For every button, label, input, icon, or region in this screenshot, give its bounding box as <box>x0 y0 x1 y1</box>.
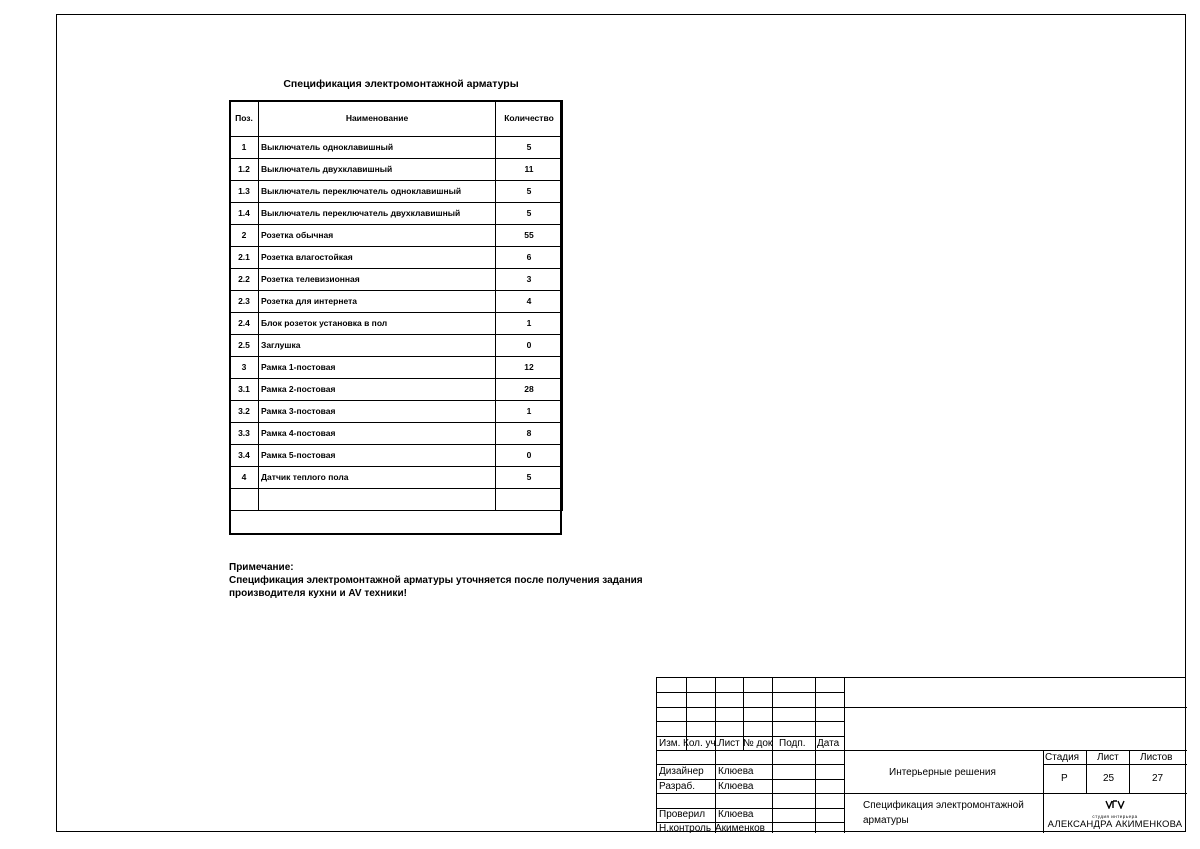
note-block <box>229 561 643 600</box>
spec-row <box>230 269 563 291</box>
logo-tagline: студия интерьера <box>1092 814 1138 819</box>
spec-cell-name: Рамка 1-постовая <box>259 357 496 379</box>
tb-name-3: Клюева <box>718 809 754 820</box>
spec-cell-pos: 3.1 <box>230 379 259 401</box>
spec-cell-name: Выключатель переключатель одноклавишный <box>259 181 496 203</box>
spec-row <box>230 489 563 511</box>
spec-cell-name: Блок розеток установка в пол <box>259 313 496 335</box>
tb-header-izm: Изм. <box>659 738 681 749</box>
spec-cell-pos: 2.5 <box>230 335 259 357</box>
spec-cell-name: Розетка обычная <box>259 225 496 247</box>
spec-cell-name: Выключатель переключатель двухклавишный <box>259 203 496 225</box>
spec-cell-pos: 3.4 <box>230 445 259 467</box>
spec-cell-pos: 2.1 <box>230 247 259 269</box>
tb-sheets-label: Листов <box>1140 752 1173 763</box>
spec-cell-name: Заглушка <box>259 335 496 357</box>
spec-cell-qty: 55 <box>496 225 563 247</box>
tb-name-1: Клюева <box>718 766 754 777</box>
logo-mark-icon <box>1105 800 1125 809</box>
spec-row <box>230 357 563 379</box>
spec-row <box>230 401 563 423</box>
tb-sheet: 25 <box>1103 773 1115 784</box>
spec-row <box>230 467 563 489</box>
spec-cell-pos: 1.4 <box>230 203 259 225</box>
spec-cell-name: Рамка 2-постовая <box>259 379 496 401</box>
spec-row <box>230 423 563 445</box>
spec-cell-pos: 3 <box>230 357 259 379</box>
spec-row <box>230 137 563 159</box>
title-block <box>656 677 1186 832</box>
studio-logo <box>1045 796 1185 830</box>
spec-cell-qty: 12 <box>496 357 563 379</box>
spec-row <box>230 379 563 401</box>
spec-row <box>230 203 563 225</box>
spec-header-row <box>230 101 563 137</box>
spec-cell-name <box>259 489 496 511</box>
spec-cell-name: Рамка 4-постовая <box>259 423 496 445</box>
spec-row <box>230 313 563 335</box>
col-header-qty: Количество <box>496 101 563 137</box>
spec-title: Спецификация электромонтажной арматуры <box>283 78 519 90</box>
spec-row <box>230 181 563 203</box>
note-line-2: производителя кухни и AV техники! <box>229 588 407 599</box>
spec-cell-qty: 0 <box>496 445 563 467</box>
spec-cell-pos: 2.3 <box>230 291 259 313</box>
spec-cell-qty: 0 <box>496 335 563 357</box>
tb-header-ndok: № док <box>743 738 773 749</box>
tb-sheets: 27 <box>1152 773 1164 784</box>
spec-cell-pos: 4 <box>230 467 259 489</box>
spec-cell-qty: 6 <box>496 247 563 269</box>
spec-cell-qty: 5 <box>496 181 563 203</box>
spec-cell-qty <box>496 489 563 511</box>
tb-role-3: Проверил <box>659 809 706 820</box>
spec-cell-name: Рамка 5-постовая <box>259 445 496 467</box>
tb-role-1: Дизайнер <box>659 766 704 777</box>
spec-cell-pos: 1.3 <box>230 181 259 203</box>
spec-cell-qty: 5 <box>496 203 563 225</box>
spec-cell-name: Датчик теплого пола <box>259 467 496 489</box>
tb-name-4: Акименков <box>715 823 765 834</box>
tb-project: Интерьерные решения <box>889 767 996 778</box>
spec-row <box>230 335 563 357</box>
spec-cell-pos: 1 <box>230 137 259 159</box>
tb-role-4: Н.контроль <box>659 823 712 834</box>
spec-cell-name: Выключатель одноклавишный <box>259 137 496 159</box>
spec-table <box>229 100 563 511</box>
tb-sheet-title-2: арматуры <box>863 815 909 826</box>
tb-stage: Р <box>1061 773 1068 784</box>
note-line-1: Спецификация электромонтажной арматуры уточняется после получения задания <box>229 575 643 586</box>
spec-cell-name: Розетка влагостойкая <box>259 247 496 269</box>
spec-cell-qty: 5 <box>496 137 563 159</box>
spec-cell-name: Розетка телевизионная <box>259 269 496 291</box>
spec-cell-qty: 5 <box>496 467 563 489</box>
spec-cell-name: Рамка 3-постовая <box>259 401 496 423</box>
spec-cell-qty: 8 <box>496 423 563 445</box>
spec-cell-qty: 3 <box>496 269 563 291</box>
logo-name: АЛЕКСАНДРА АКИМЕНКОВА <box>1047 819 1183 830</box>
spec-cell-qty: 11 <box>496 159 563 181</box>
spec-cell-qty: 28 <box>496 379 563 401</box>
spec-cell-qty: 4 <box>496 291 563 313</box>
spec-cell-pos: 2.2 <box>230 269 259 291</box>
spec-cell-pos: 2 <box>230 225 259 247</box>
tb-header-podp: Подп. <box>779 738 806 749</box>
spec-row <box>230 291 563 313</box>
spec-cell-pos: 2.4 <box>230 313 259 335</box>
note-label: Примечание: <box>229 562 294 573</box>
spec-row <box>230 159 563 181</box>
spec-row <box>230 247 563 269</box>
spec-cell-qty: 1 <box>496 401 563 423</box>
spec-cell-name: Выключатель двухклавишный <box>259 159 496 181</box>
spec-row <box>230 445 563 467</box>
spec-cell-name: Розетка для интернета <box>259 291 496 313</box>
spec-cell-pos: 3.3 <box>230 423 259 445</box>
spec-cell-pos: 3.2 <box>230 401 259 423</box>
tb-sheet-title-1: Спецификация электромонтажной <box>863 800 1024 811</box>
tb-header-list: Лист <box>718 738 740 749</box>
col-header-name: Наименование <box>259 101 496 137</box>
spec-cell-pos: 1.2 <box>230 159 259 181</box>
tb-header-kol: Кол. уч. <box>683 738 719 749</box>
col-header-pos: Поз. <box>230 101 259 137</box>
tb-name-2: Клюева <box>718 781 754 792</box>
tb-sheet-label: Лист <box>1097 752 1119 763</box>
spec-cell-pos <box>230 489 259 511</box>
tb-header-data: Дата <box>817 738 840 749</box>
spec-cell-qty: 1 <box>496 313 563 335</box>
tb-role-2: Разраб. <box>659 781 696 792</box>
spec-row <box>230 225 563 247</box>
tb-stage-label: Стадия <box>1045 752 1080 763</box>
